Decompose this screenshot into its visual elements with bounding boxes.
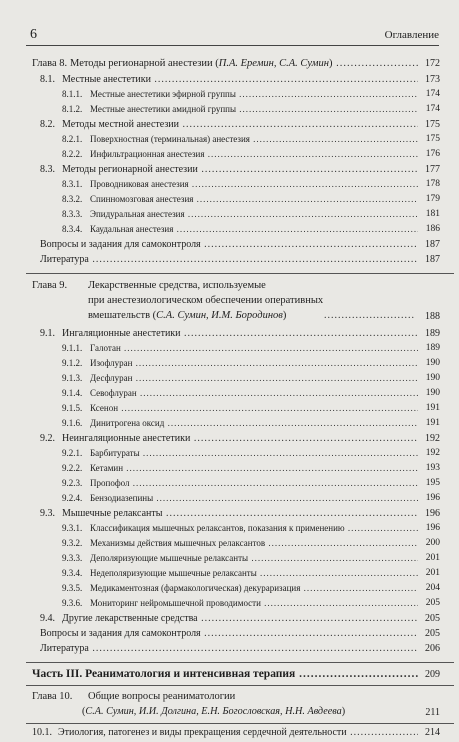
section-number: 9.4. — [40, 613, 55, 624]
section-title: Вопросы и задания для самоконтроля ..... — [40, 628, 418, 639]
toc-chapter-10[interactable] — [32, 691, 440, 723]
section-page: 173 — [425, 74, 440, 85]
section-page: 192 — [425, 448, 440, 458]
section-title: Динитрогена оксид ..... — [90, 418, 418, 428]
toc-section-item[interactable] — [32, 598, 440, 613]
leader-dots: .......................... — [324, 310, 415, 321]
toc-section-item[interactable] — [32, 358, 440, 373]
section-number: 9.3.2. — [62, 538, 83, 548]
chapter-authors: С.А. Сумин, И.М. Бородинов — [156, 310, 283, 321]
section-title: Другие лекарственные средства ..... — [62, 613, 418, 624]
toc-section-item[interactable] — [32, 553, 440, 568]
section-number: 9.2. — [40, 433, 55, 444]
section-number: 9.2.4. — [62, 493, 83, 503]
section-number: 9.1.3. — [62, 373, 83, 383]
section-title: Местные анестетики амидной группы ..... — [90, 104, 418, 114]
toc-section-item[interactable] — [32, 89, 440, 104]
toc-section-item[interactable] — [32, 568, 440, 583]
section-number: 8.1.1. — [62, 89, 83, 99]
section-title: Ингаляционные анестетики ..... — [62, 328, 418, 339]
toc-section-item[interactable] — [32, 493, 440, 508]
section-page: 189 — [425, 328, 440, 339]
section-number: 9.3.3. — [62, 553, 83, 563]
header-rule — [26, 45, 439, 46]
toc-section-item[interactable] — [32, 433, 440, 448]
chapter-label: Глава 8. — [32, 58, 68, 69]
section-number: 8.3.2. — [62, 194, 83, 204]
toc-backmatter-item[interactable] — [32, 239, 440, 254]
toc-part-3[interactable] — [32, 663, 440, 685]
chapter-title: Методы регионарной анестезии (П.А. Еремин, С.А. Сумин) ..... — [70, 58, 418, 69]
section-number: 8.1.2. — [62, 104, 83, 114]
toc-section-item[interactable] — [32, 613, 440, 628]
toc-section-item[interactable] — [32, 179, 440, 194]
toc-section-item[interactable] — [32, 328, 440, 343]
toc-list-chapter-8 — [32, 74, 440, 269]
table-of-contents — [32, 58, 440, 742]
section-title: Неингаляционные анестетики ..... — [62, 433, 418, 444]
section-divider — [26, 685, 454, 686]
section-title: Каудальная анестезия ..... — [90, 224, 418, 234]
toc-backmatter-item[interactable] — [32, 643, 440, 658]
toc-section-item[interactable] — [32, 164, 440, 179]
section-page: 174 — [425, 104, 440, 114]
section-number: 8.1. — [40, 74, 55, 85]
chapter-page: 211 — [425, 707, 440, 718]
section-title: Поверхностная (терминальная) анестезия ..... — [90, 134, 418, 144]
section-page: 190 — [425, 358, 440, 368]
section-number: 9.1.6. — [62, 418, 83, 428]
chapter-title-line-3: вмешательств (С.А. Сумин, И.М. Бородинов) — [88, 310, 287, 321]
toc-chapter-9[interactable] — [32, 280, 440, 328]
section-title: Инфильтрационная анестезия ..... — [90, 149, 418, 159]
toc-section-item[interactable] — [32, 418, 440, 433]
section-page: 204 — [425, 583, 440, 593]
section-title: Изофлуран ..... — [90, 358, 418, 368]
toc-list-chapter-9 — [32, 328, 440, 658]
section-number: 9.2.3. — [62, 478, 83, 488]
section-page: 195 — [425, 478, 440, 488]
section-title: Ксенон ..... — [90, 403, 418, 413]
section-page: 175 — [425, 119, 440, 130]
toc-backmatter-item[interactable] — [32, 628, 440, 643]
section-title: Литература ..... — [40, 643, 418, 654]
section-number: 9.2.1. — [62, 448, 83, 458]
section-title: Мониторинг нейромышечной проводимости ..... — [90, 598, 418, 608]
section-page: 193 — [425, 463, 440, 473]
running-title: Оглавление — [384, 29, 439, 41]
section-title: Эпидуральная анестезия ..... — [90, 209, 418, 219]
toc-section-item[interactable] — [32, 194, 440, 209]
toc-section-item[interactable] — [32, 149, 440, 164]
toc-section-item[interactable] — [32, 119, 440, 134]
toc-backmatter-item[interactable] — [32, 254, 440, 269]
section-page: 186 — [425, 224, 440, 234]
toc-section-item[interactable] — [32, 373, 440, 388]
part-page: 209 — [425, 669, 440, 680]
section-title: Литература ..... — [40, 254, 418, 265]
section-title: Севофлуран ..... — [90, 388, 418, 398]
chapter-page: 188 — [425, 311, 440, 322]
section-title: Местные анестетики эфирной группы ..... — [90, 89, 418, 99]
section-page: 192 — [425, 433, 440, 444]
section-page: 181 — [425, 209, 440, 219]
toc-section-item[interactable] — [32, 343, 440, 358]
toc-section-item[interactable] — [32, 209, 440, 224]
section-title: Десфлуран ..... — [90, 373, 418, 383]
toc-section-item[interactable] — [32, 463, 440, 478]
section-divider — [26, 723, 454, 724]
toc-section-item[interactable] — [32, 388, 440, 403]
section-number: 10.1. — [32, 727, 52, 738]
section-page: 206 — [425, 643, 440, 654]
toc-section-item[interactable] — [32, 448, 440, 463]
chapter-label: Глава 9. — [32, 280, 68, 291]
section-number: 9.3.6. — [62, 598, 83, 608]
section-page: 190 — [425, 388, 440, 398]
section-page: 201 — [425, 553, 440, 563]
section-page: 174 — [425, 89, 440, 99]
section-page: 196 — [425, 493, 440, 503]
section-title: Спинномозговая анестезия ..... — [90, 194, 418, 204]
section-page: 205 — [425, 613, 440, 624]
section-page: 178 — [425, 179, 440, 189]
section-page: 205 — [425, 598, 440, 608]
toc-section-item[interactable] — [32, 224, 440, 239]
section-title: Методы местной анестезии ..... — [62, 119, 418, 130]
section-page: 187 — [425, 239, 440, 250]
section-page: 175 — [425, 134, 440, 144]
section-page: 201 — [425, 568, 440, 578]
section-number: 8.2.1. — [62, 134, 83, 144]
section-number: 9.2.2. — [62, 463, 83, 473]
section-number: 9.3.5. — [62, 583, 83, 593]
toc-section-item[interactable] — [32, 508, 440, 523]
toc-section-item[interactable] — [32, 74, 440, 89]
section-title: Мышечные релаксанты ..... — [62, 508, 418, 519]
section-number: 9.3. — [40, 508, 55, 519]
section-page: 196 — [425, 508, 440, 519]
section-number: 9.1.4. — [62, 388, 83, 398]
section-page: 176 — [425, 149, 440, 159]
chapter-label: Глава 10. — [32, 691, 73, 702]
section-page: 214 — [425, 727, 440, 738]
toc-section-item[interactable] — [32, 134, 440, 149]
toc-section-10-1[interactable] — [32, 727, 440, 742]
section-title: Недеполяризующие мышечные релаксанты ..... — [90, 568, 418, 578]
section-page: 189 — [425, 343, 440, 353]
section-title: Медикаментозная (фармакологическая) декураризация ..... — [90, 583, 418, 593]
section-title: Вопросы и задания для самоконтроля ..... — [40, 239, 418, 250]
chapter-page: 172 — [425, 58, 440, 69]
section-number: 8.3.4. — [62, 224, 83, 234]
section-title: Методы регионарной анестезии ..... — [62, 164, 418, 175]
section-title: Местные анестетики ..... — [62, 74, 418, 85]
toc-section-item[interactable] — [32, 478, 440, 493]
section-number: 8.3.1. — [62, 179, 83, 189]
section-number: 9.3.1. — [62, 523, 83, 533]
chapter-title-line-2: (С.А. Сумин, И.И. Долгина, Е.Н. Богословская, Н.Н. Авдеева) — [82, 706, 346, 717]
section-number: 9.3.4. — [62, 568, 83, 578]
toc-section-item[interactable] — [32, 523, 440, 538]
section-title: Пропофол ..... — [90, 478, 418, 488]
toc-section-item[interactable] — [32, 583, 440, 598]
toc-chapter-8[interactable] — [32, 58, 440, 74]
part-title: Часть III. Реаниматология и интенсивная терапия ..... — [32, 668, 418, 680]
section-page: 191 — [425, 418, 440, 428]
section-title: Механизмы действия мышечных релаксантов ..... — [90, 538, 418, 548]
section-page: 191 — [425, 403, 440, 413]
page-number: 6 — [30, 27, 37, 42]
section-page: 179 — [425, 194, 440, 204]
chapter-title-line-1: Общие вопросы реаниматологии — [88, 691, 236, 702]
chapter-authors: П.А. Еремин, С.А. Сумин — [218, 58, 329, 69]
toc-section-item[interactable] — [32, 104, 440, 119]
section-title: Этиология, патогенез и виды прекращения сердечной деятельности ..... — [58, 727, 418, 738]
section-number: 8.3.3. — [62, 209, 83, 219]
section-title: Кетамин ..... — [90, 463, 418, 473]
toc-section-item[interactable] — [32, 538, 440, 553]
section-number: 9.1.1. — [62, 343, 83, 353]
section-title: Классификация мышечных релаксантов, показания к применению ..... — [90, 523, 418, 533]
section-title: Деполяризующие мышечные релаксанты ..... — [90, 553, 418, 563]
section-title: Барбитураты ..... — [90, 448, 418, 458]
section-number: 8.2. — [40, 119, 55, 130]
section-number: 9.1.5. — [62, 403, 83, 413]
section-number: 9.1. — [40, 328, 55, 339]
section-page: 190 — [425, 373, 440, 383]
section-number: 8.3. — [40, 164, 55, 175]
chapter-title-line-2: при анестезиологическом обеспечении оперативных — [88, 295, 324, 306]
section-page: 177 — [425, 164, 440, 175]
toc-section-item[interactable] — [32, 403, 440, 418]
section-page: 196 — [425, 523, 440, 533]
section-page: 187 — [425, 254, 440, 265]
section-title: Галотан ..... — [90, 343, 418, 353]
section-number: 9.1.2. — [62, 358, 83, 368]
section-number: 8.2.2. — [62, 149, 83, 159]
section-title: Проводниковая анестезия ..... — [90, 179, 418, 189]
chapter-title-line-1: Лекарственные средства, используемые — [88, 280, 266, 291]
running-header — [30, 27, 439, 45]
chapter-authors: С.А. Сумин, И.И. Долгина, Е.Н. Богословская, Н.Н. Авдеева — [85, 706, 342, 717]
section-page: 205 — [425, 628, 440, 639]
section-title: Бензодиазепины ..... — [90, 493, 418, 503]
section-divider — [26, 273, 454, 274]
section-page: 200 — [425, 538, 440, 548]
